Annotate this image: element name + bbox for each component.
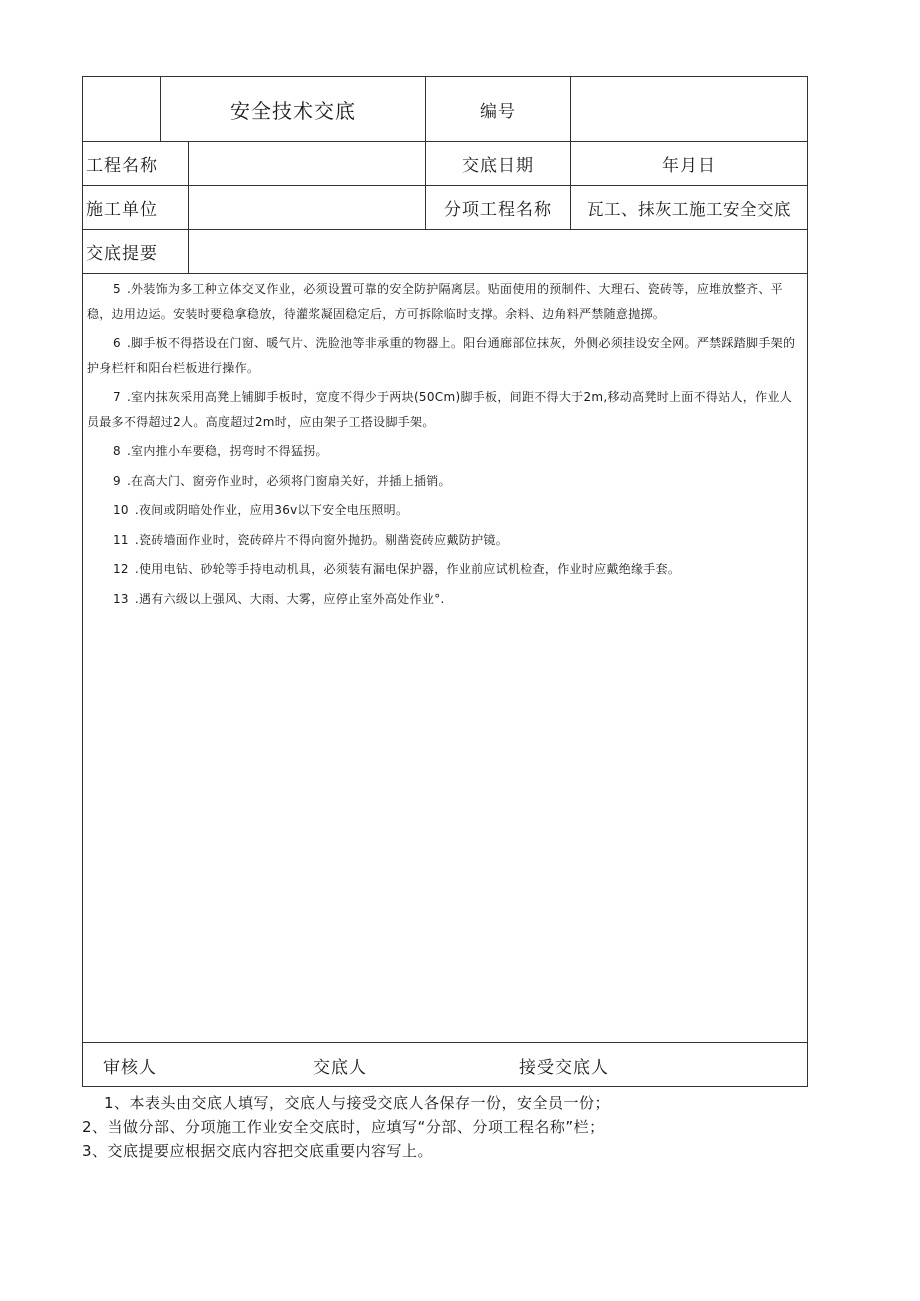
date-value: 年月日 (662, 156, 716, 176)
sub-project-field[interactable] (571, 186, 807, 229)
item-number: 9 (113, 473, 121, 488)
date-label-text: 交底日期 (462, 156, 534, 176)
number-label-text: 编号 (480, 101, 516, 122)
form-title (161, 77, 425, 141)
item-text: .脚手板不得搭设在门窗、暖气片、洗脸池等非承重的物器上。阳台通廊部位抹灰，外侧必须挂设安全网。严禁踩踏脚手架的护身栏杆和阳台栏板进行操作。 (87, 336, 796, 375)
summary-label-text: 交底提要 (86, 244, 158, 264)
list-item (87, 528, 801, 553)
unit-label-text: 施工单位 (86, 200, 158, 220)
form-notes (82, 1091, 842, 1163)
date-field[interactable] (571, 142, 807, 185)
unit-field[interactable] (189, 186, 425, 229)
list-item (87, 557, 801, 582)
note-line: 1、本表头由交底人填写，交底人与接受交底人各保存一份，安全员一份； (104, 1094, 611, 1112)
item-number: 5 (113, 282, 121, 296)
list-item (87, 331, 801, 380)
list-item (87, 277, 801, 326)
item-text: .遇有六级以上强风、大雨、大雾，应停止室外高处作业°. (134, 591, 445, 606)
summary-field[interactable] (189, 230, 807, 273)
date-label (426, 142, 570, 185)
disclosure-form (82, 76, 808, 1087)
number-field[interactable] (571, 77, 807, 141)
item-text: .室内抹灰采用高凳上铺脚手板时，宽度不得少于两块(50Cm)脚手板，间距不得大于2m,移动高凳时上面不得站人，作业人员最多不得超过2人。高度超过2m时，应由架子工搭设脚手架。 (87, 390, 792, 429)
receiver-label (519, 1043, 609, 1087)
list-item (87, 385, 801, 434)
note-line: 2、当做分部、分项施工作业安全交底时，应填写“分部、分项工程名称”栏； (82, 1118, 605, 1136)
disclosure-content (83, 273, 807, 616)
item-number: 8 (113, 444, 121, 458)
project-name-label-text: 工程名称 (86, 156, 158, 176)
sub-project-label-text: 分项工程名称 (444, 200, 552, 220)
reviewer-label-text: 审核人 (103, 1057, 157, 1078)
item-number: 13 (113, 591, 129, 606)
summary-label (86, 230, 188, 273)
list-item (87, 498, 801, 523)
item-number: 11 (113, 532, 129, 547)
receiver-label-text: 接受交底人 (519, 1057, 609, 1078)
discloser-label-text: 交底人 (313, 1057, 367, 1078)
reviewer-label (103, 1043, 157, 1087)
list-item (87, 439, 801, 464)
form-title-text: 安全技术交底 (230, 98, 356, 123)
discloser-label (313, 1043, 367, 1087)
unit-label (86, 186, 188, 229)
item-number: 7 (113, 390, 121, 404)
item-text: .夜间或阴暗处作业，应用36v以下安全电压照明。 (134, 503, 409, 517)
project-name-label (86, 142, 188, 185)
sub-project-value: 瓦工、抹灰工施工安全交底 (587, 199, 791, 219)
item-text: .瓷砖墙面作业时，瓷砖碎片不得向窗外抛扔。剔凿瓷砖应戴防护镜。 (134, 532, 508, 547)
number-label (426, 77, 570, 141)
grid-line (83, 1042, 807, 1043)
note-line: 3、交底提要应根据交底内容把交底重要内容写上。 (82, 1142, 434, 1160)
list-item (87, 469, 801, 494)
sub-project-label (426, 186, 570, 229)
item-text: .使用电钻、砂轮等手持电动机具，必须装有漏电保护器，作业前应试机检查，作业时应戴绝缘手套。 (134, 562, 681, 576)
item-text: .室内推小车要稳，拐弯时不得猛拐。 (126, 444, 328, 458)
item-text: .外装饰为多工种立体交叉作业，必须设置可靠的安全防护隔离层。贴面使用的预制件、大理石、瓷砖等，应堆放整齐、平稳，边用边运。安装时要稳拿稳放，待灌浆凝固稳定后，方可拆除临时支撑。余料、边角料严禁随意抛掷。 (87, 282, 783, 321)
item-text: .在高大门、窗旁作业时，必须将门窗扇关好，并插上插销。 (126, 473, 451, 488)
item-number: 10 (113, 503, 129, 517)
item-number: 6 (113, 336, 121, 350)
item-number: 12 (113, 562, 129, 576)
project-name-field[interactable] (189, 142, 425, 185)
list-item (87, 587, 801, 612)
